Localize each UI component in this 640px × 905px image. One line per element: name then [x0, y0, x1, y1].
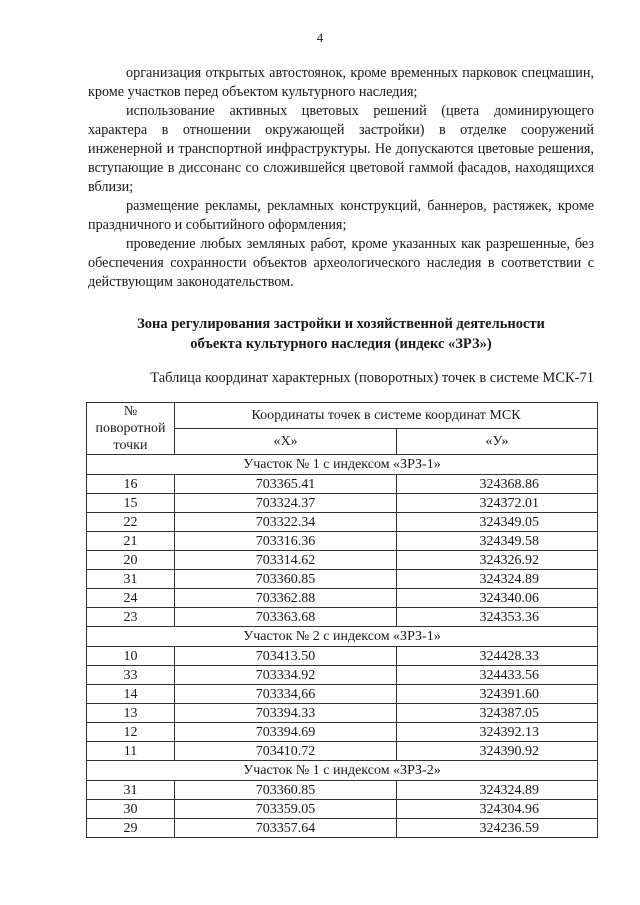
header-text: № — [123, 404, 138, 419]
x-value: 703360.85 — [175, 570, 397, 589]
x-value: 703360.85 — [175, 781, 397, 800]
table-row — [87, 494, 598, 513]
point-number: 31 — [87, 781, 175, 800]
table-row — [87, 723, 598, 742]
table-row — [87, 800, 598, 819]
y-header: «У» — [397, 429, 598, 455]
table-row — [87, 570, 598, 589]
point-number: 13 — [87, 704, 175, 723]
coordinates-table — [86, 402, 598, 838]
y-value: 324324.89 — [397, 781, 598, 800]
coordinates-header: Координаты точек в системе координат МСК — [175, 403, 598, 429]
y-value: 324324.89 — [397, 570, 598, 589]
y-value: 324340.06 — [397, 589, 598, 608]
table-caption: Таблица координат характерных (поворотных) точек в системе МСК-71 — [150, 370, 594, 386]
x-value: 703362.88 — [175, 589, 397, 608]
table-row — [87, 532, 598, 551]
x-value: 703324.37 — [175, 494, 397, 513]
y-value: 324428.33 — [397, 647, 598, 666]
x-value: 703410.72 — [175, 742, 397, 761]
page-number: 4 — [316, 30, 324, 45]
heading-line: Зона регулирования застройки и хозяйственной деятельности — [137, 316, 545, 332]
table-row — [87, 513, 598, 532]
point-number: 21 — [87, 532, 175, 551]
y-value: 324326.92 — [397, 551, 598, 570]
x-value: 703357.64 — [175, 819, 397, 838]
y-value: 324387.05 — [397, 704, 598, 723]
point-number: 20 — [87, 551, 175, 570]
table-row — [87, 781, 598, 800]
y-value: 324391.60 — [397, 685, 598, 704]
point-number: 12 — [87, 723, 175, 742]
y-value: 324349.05 — [397, 513, 598, 532]
header-text: поворотной — [95, 421, 166, 436]
paragraph: использование активных цветовых решений (цвета доминирующего характера в отношении окружающей застройки) в отделке сооружений инженерной и транспортной инфраструктуры. Не допускаются цветовые решения, вступающие в диссонанс со сложившейся цветовой гаммой фасадов, находящихся вблизи; — [88, 103, 594, 195]
x-value: 703359.05 — [175, 800, 397, 819]
table-row — [87, 704, 598, 723]
x-header: «X» — [175, 429, 397, 455]
point-number: 16 — [87, 475, 175, 494]
section-title: Участок № 2 с индексом «ЗРЗ-1» — [87, 627, 598, 647]
point-number: 14 — [87, 685, 175, 704]
point-number: 11 — [87, 742, 175, 761]
point-number: 24 — [87, 589, 175, 608]
point-number-header — [87, 403, 175, 455]
table-row — [87, 551, 598, 570]
x-value: 703334.92 — [175, 666, 397, 685]
paragraph: размещение рекламы, рекламных конструкций, баннеров, растяжек, кроме праздничного и событийного оформления; — [88, 198, 594, 233]
paragraph: проведение любых земляных работ, кроме указанных как разрешенные, без обеспечения сохранности объектов археологического наследия в соответствии с действующим законодательством. — [88, 236, 594, 290]
section-title: Участок № 1 с индексом «ЗРЗ-2» — [87, 761, 598, 781]
table-row — [87, 647, 598, 666]
heading-line: объекта культурного наследия (индекс «ЗРЗ») — [190, 336, 492, 352]
x-value: 703316.36 — [175, 532, 397, 551]
x-value: 703394.33 — [175, 704, 397, 723]
point-number: 29 — [87, 819, 175, 838]
point-number: 10 — [87, 647, 175, 666]
x-value: 703314.62 — [175, 551, 397, 570]
restrictions-text — [88, 64, 594, 292]
table-row — [87, 742, 598, 761]
table-row — [87, 608, 598, 627]
point-number: 30 — [87, 800, 175, 819]
y-value: 324390.92 — [397, 742, 598, 761]
table-row — [87, 475, 598, 494]
section-title: Участок № 1 с индексом «ЗРЗ-1» — [87, 455, 598, 475]
x-value: 703363.68 — [175, 608, 397, 627]
y-value: 324368.86 — [397, 475, 598, 494]
table-body — [87, 455, 598, 838]
x-value: 703394.69 — [175, 723, 397, 742]
y-value: 324353.36 — [397, 608, 598, 627]
table-row — [87, 666, 598, 685]
y-value: 324304.96 — [397, 800, 598, 819]
y-value: 324433.56 — [397, 666, 598, 685]
section-heading — [88, 314, 594, 354]
point-number: 22 — [87, 513, 175, 532]
point-number: 33 — [87, 666, 175, 685]
point-number: 15 — [87, 494, 175, 513]
table-row — [87, 685, 598, 704]
y-value: 324236.59 — [397, 819, 598, 838]
x-value: 703322.34 — [175, 513, 397, 532]
x-value: 703413.50 — [175, 647, 397, 666]
y-value: 324349.58 — [397, 532, 598, 551]
x-value: 703365.41 — [175, 475, 397, 494]
point-number: 23 — [87, 608, 175, 627]
table-row — [87, 819, 598, 838]
paragraph: организация открытых автостоянок, кроме временных парковок спецмашин, кроме участков перед объектом культурного наследия; — [88, 65, 594, 100]
x-value: 703334,66 — [175, 685, 397, 704]
table-row — [87, 589, 598, 608]
y-value: 324392.13 — [397, 723, 598, 742]
y-value: 324372.01 — [397, 494, 598, 513]
header-text: точки — [113, 438, 148, 453]
point-number: 31 — [87, 570, 175, 589]
